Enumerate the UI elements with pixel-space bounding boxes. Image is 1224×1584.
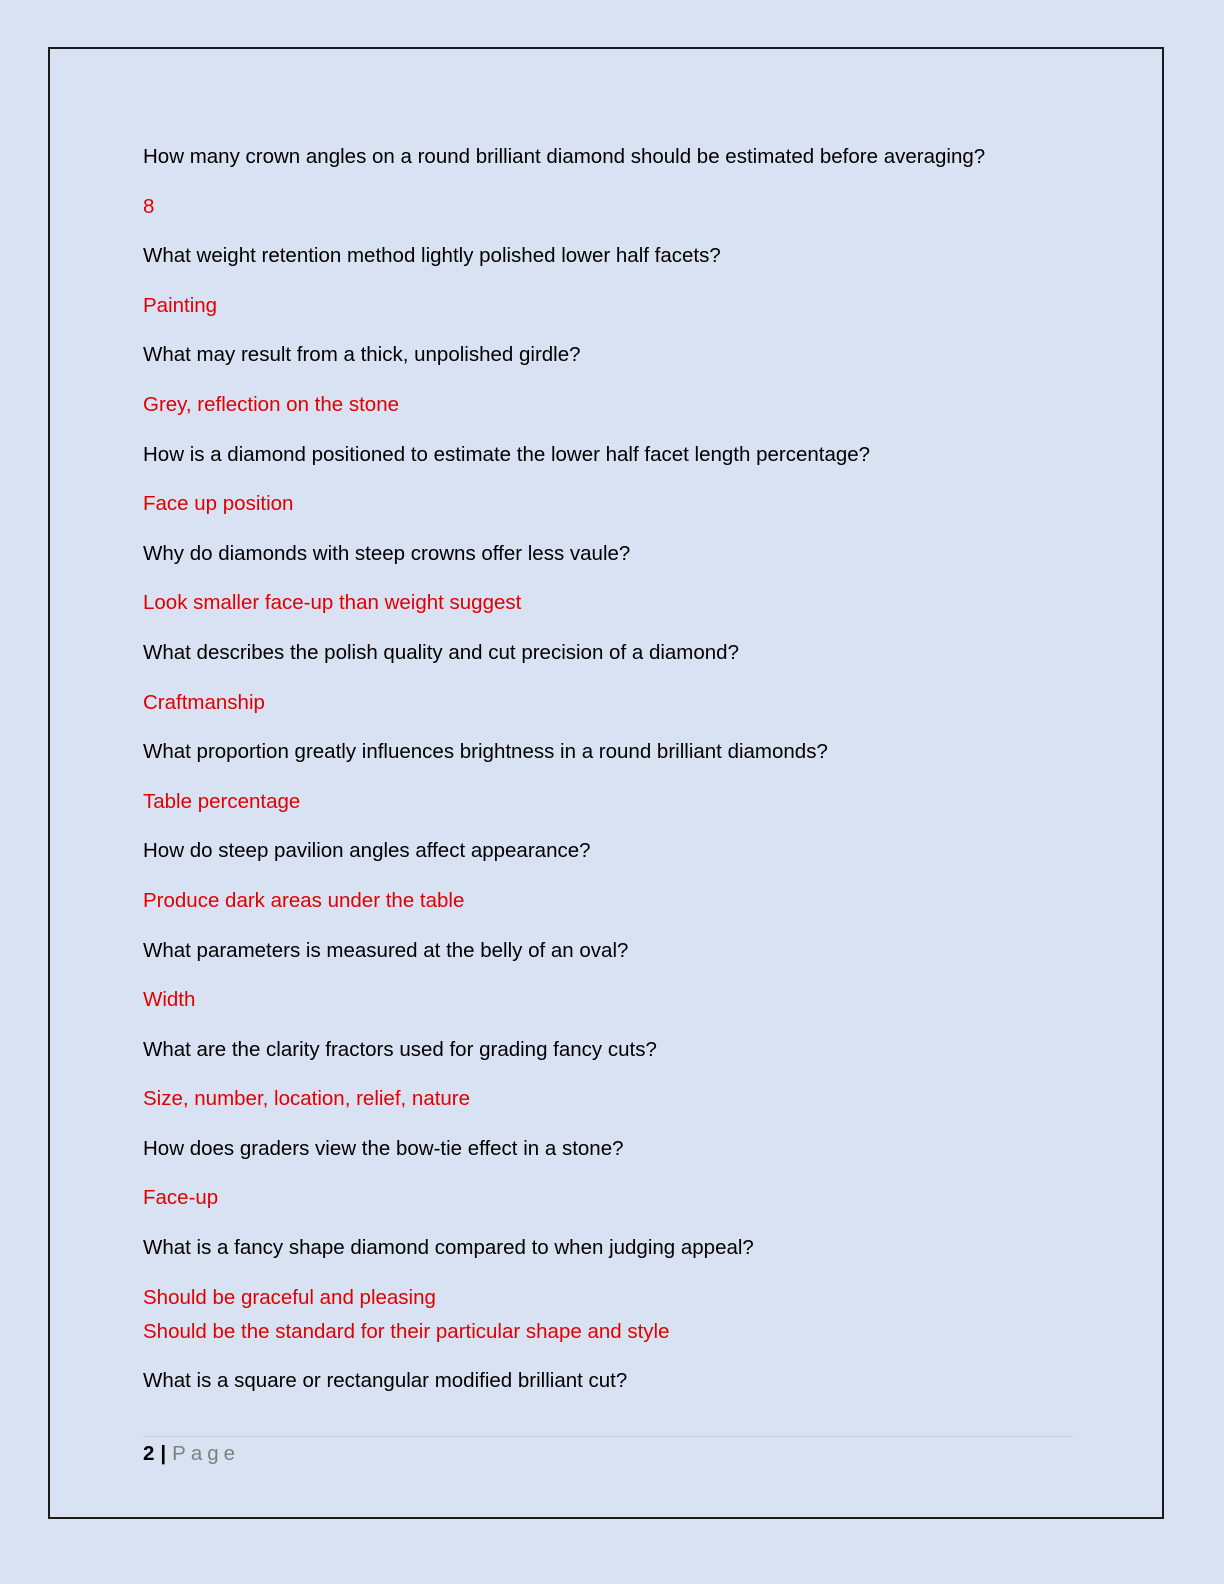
answer-text: Produce dark areas under the table <box>143 888 465 912</box>
answer-text: Craftmanship <box>143 690 265 714</box>
answer-text: 8 <box>143 194 155 218</box>
question-text: What are the clarity fractors used for grading fancy cuts? <box>143 1037 657 1061</box>
qa-content <box>143 140 1083 1414</box>
page-number: 2 <box>143 1442 155 1465</box>
page-separator: | <box>160 1442 167 1465</box>
answer-text: Should be graceful and pleasing <box>143 1285 436 1309</box>
answer-text: Grey, reflection on the stone <box>143 392 400 416</box>
answer-text: Painting <box>143 293 218 317</box>
question-text: What describes the polish quality and cut precision of a diamond? <box>143 640 739 664</box>
answer-text: Look smaller face-up than weight suggest <box>143 591 522 615</box>
answer-text: Face-up <box>143 1186 219 1210</box>
question-text: How is a diamond positioned to estimate the lower half facet length percentage? <box>143 442 871 466</box>
page-footer <box>143 1440 240 1468</box>
question-text: What parameters is measured at the belly of an oval? <box>143 938 629 962</box>
page-label: Page <box>172 1442 241 1465</box>
question-text: What may result from a thick, unpolished girdle? <box>143 343 581 367</box>
answer-text: Table percentage <box>143 789 301 813</box>
footer-divider <box>143 1436 1073 1437</box>
question-text: What weight retention method lightly polished lower half facets? <box>143 244 721 268</box>
answer-text: Face up position <box>143 492 294 516</box>
question-text: What proportion greatly influences brightness in a round brilliant diamonds? <box>143 740 828 764</box>
question-text: Why do diamonds with steep crowns offer less vaule? <box>143 541 631 565</box>
question-text: How many crown angles on a round brilliant diamond should be estimated before averaging? <box>143 145 986 168</box>
answer-text: Width <box>143 988 196 1012</box>
question-text: How do steep pavilion angles affect appearance? <box>143 839 591 863</box>
answer-text: Size, number, location, relief, nature <box>143 1087 471 1111</box>
answer-group <box>143 1281 1083 1349</box>
question-text: What is a square or rectangular modified brilliant cut? <box>143 1369 628 1393</box>
question-text: How does graders view the bow-tie effect in a stone? <box>143 1136 624 1160</box>
answer-text: Should be the standard for their particular shape and style <box>143 1319 670 1343</box>
question-text: What is a fancy shape diamond compared to when judging appeal? <box>143 1236 754 1260</box>
